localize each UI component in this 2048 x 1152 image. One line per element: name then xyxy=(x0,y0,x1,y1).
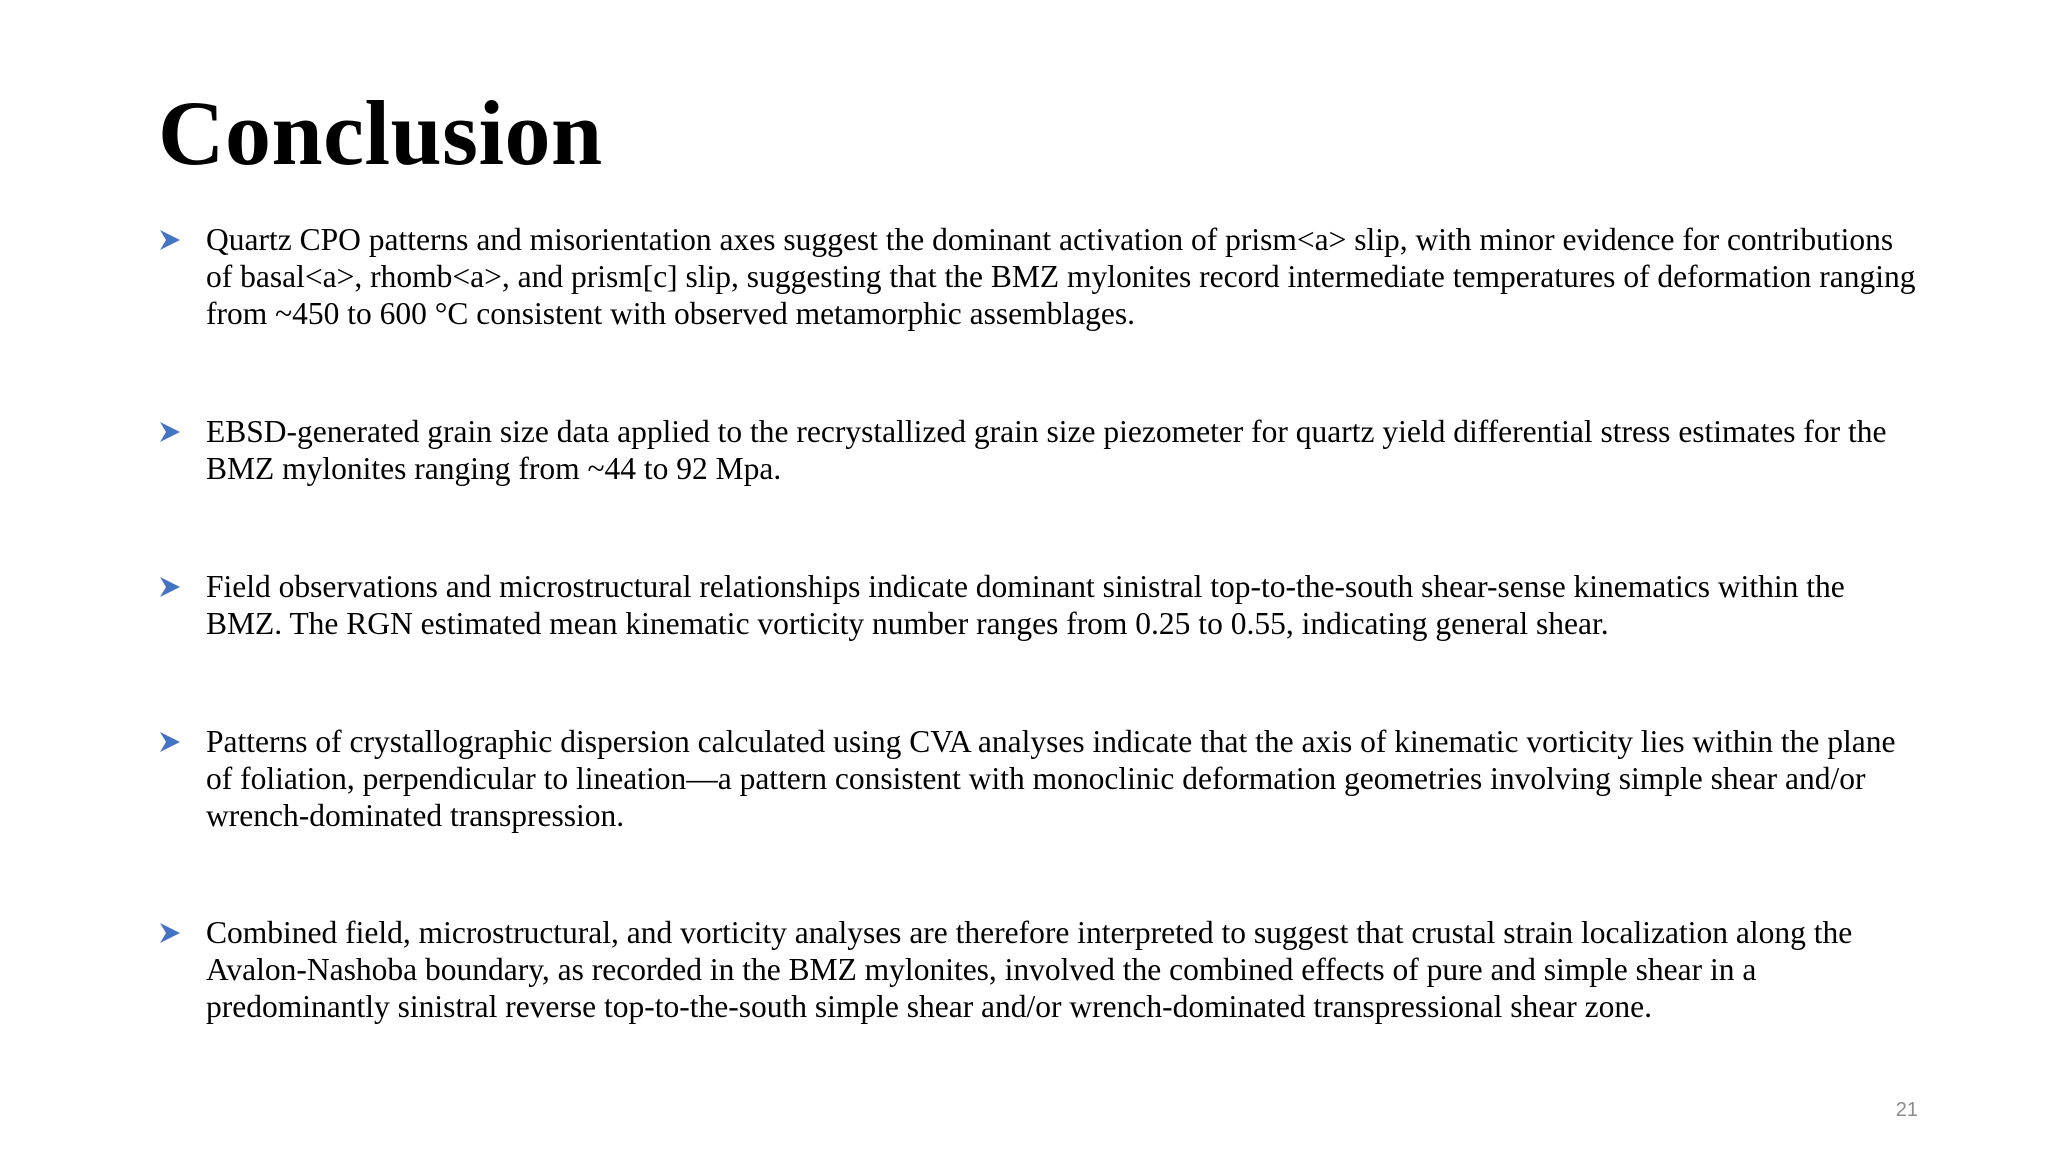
bullet-text: Patterns of crystallographic dispersion calculated using CVA analyses indicate that the axis of kinematic vorticity lies within the plane of foliation, perpendicular to lineation—a pattern consistent with monoclinic deformation geometries involving simple shear and/or wrench-dominated transpression. xyxy=(206,724,1896,833)
bullet-item xyxy=(158,568,1918,642)
bullet-text: Quartz CPO patterns and misorientation axes suggest the dominant activation of prism<a> slip, with minor evidence for contributions of basal<a>, rhomb<a>, and prism[c] slip, suggesting that the BMZ mylonites record intermediate temperatures of deformation ranging from ~450 to 600 °C consistent with observed metamorphic assemblages. xyxy=(206,222,1916,331)
arrowhead-bullet-icon xyxy=(158,723,206,760)
page-number: 21 xyxy=(1895,1099,1918,1121)
arrowhead-bullet-icon xyxy=(158,568,206,605)
bullet-text: Field observations and microstructural relationships indicate dominant sinistral top-to-the-south shear-sense kinematics within the BMZ. The RGN estimated mean kinematic vorticity number ranges from 0.25 to 0.55, indicating general shear. xyxy=(206,569,1845,641)
arrowhead-bullet-icon xyxy=(158,221,206,258)
arrowhead-bullet-icon xyxy=(158,914,206,951)
slide-title: Conclusion xyxy=(158,82,603,184)
bullet-text: EBSD-generated grain size data applied to the recrystallized grain size piezometer for quartz yield differential stress estimates for the BMZ mylonites ranging from ~44 to 92 Mpa. xyxy=(206,414,1887,486)
bullet-item xyxy=(158,221,1918,332)
bullet-text: Combined field, microstructural, and vorticity analyses are therefore interpreted to suggest that crustal strain localization along the Avalon-Nashoba boundary, as recorded in the BMZ mylonites, involved the combined effects of pure and simple shear in a predominantly sinistral reverse top-to-the-south simple shear and/or wrench-dominated transpressional shear zone. xyxy=(206,915,1853,1024)
bullet-item xyxy=(158,723,1918,834)
bullet-item xyxy=(158,914,1918,1025)
arrowhead-bullet-icon xyxy=(158,413,206,450)
bullet-item xyxy=(158,413,1918,487)
